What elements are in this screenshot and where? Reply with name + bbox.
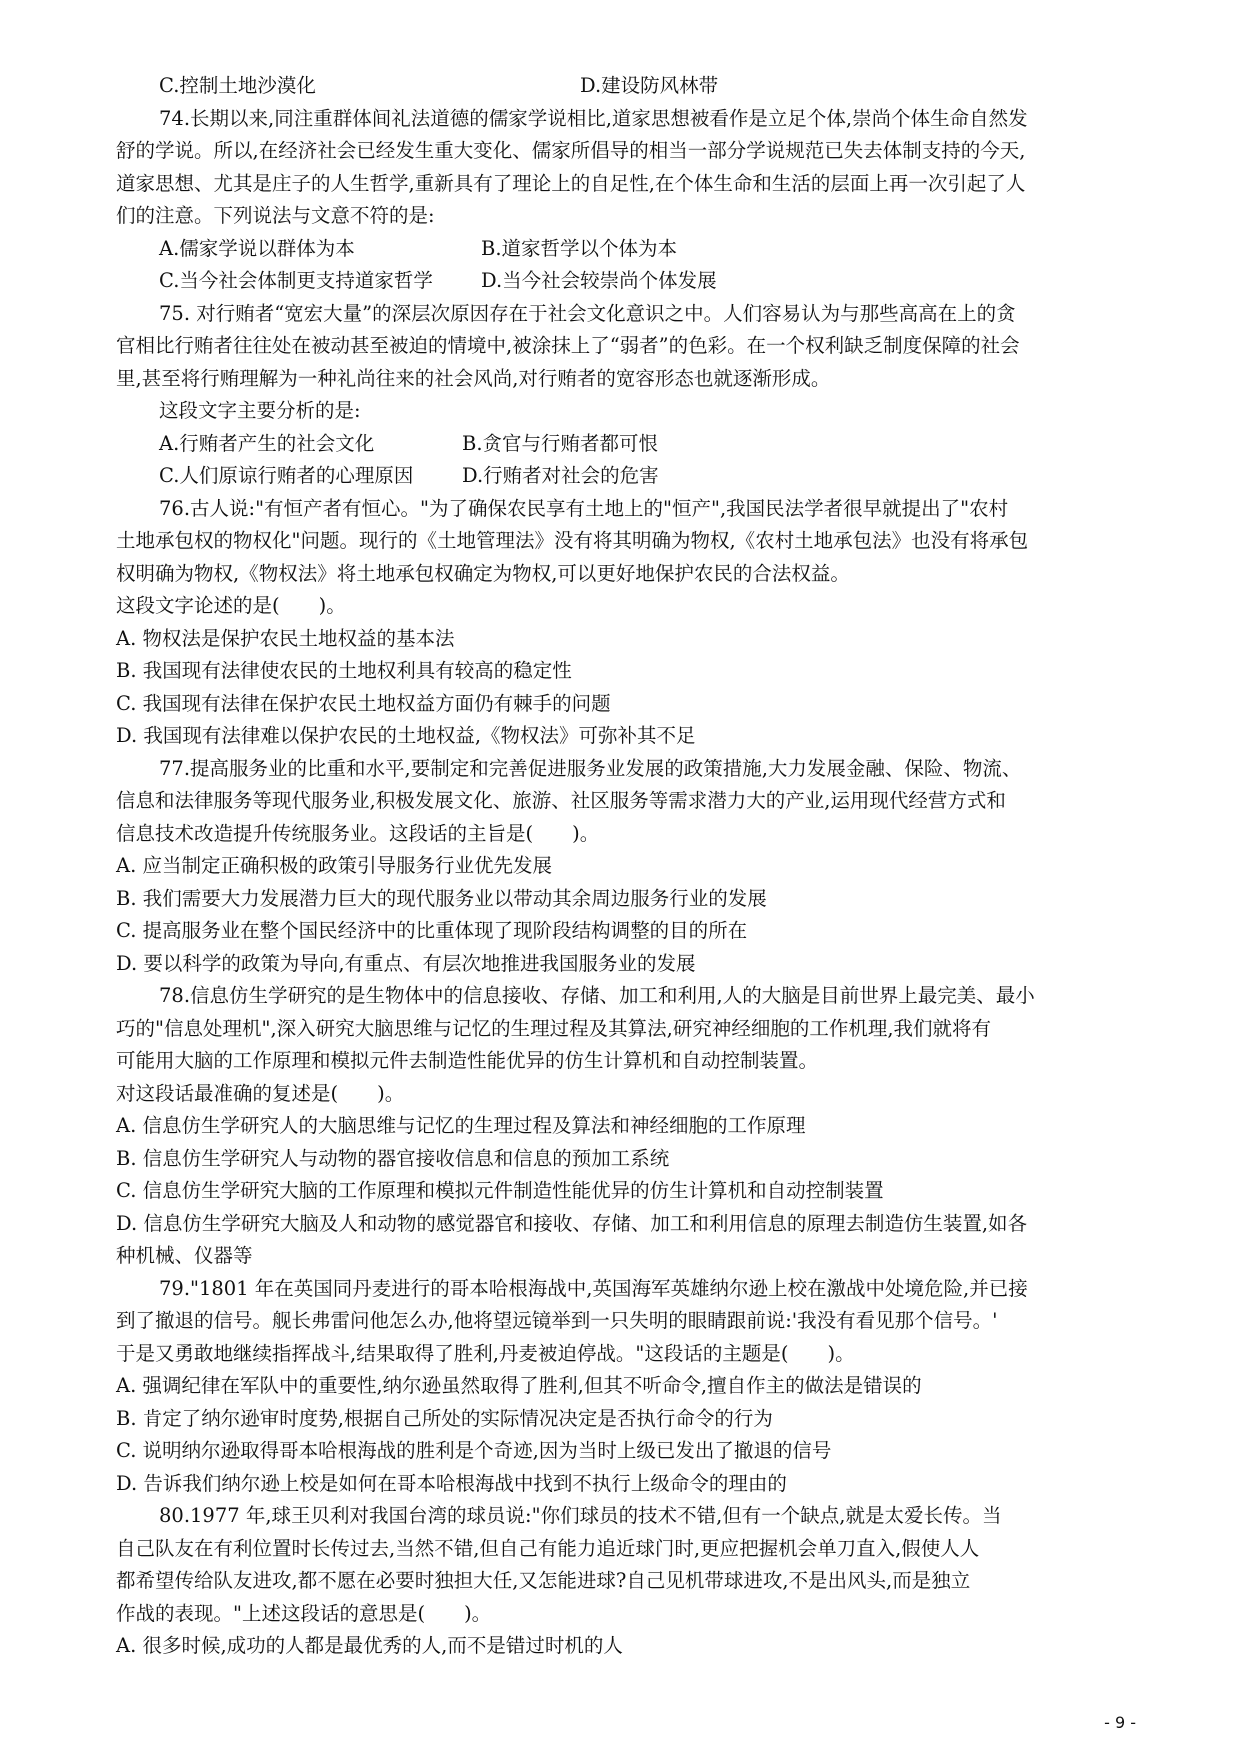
- q74-option-a: A.儒家学说以群体为本: [159, 236, 355, 260]
- q79-option-c: C. 说明纳尔逊取得哥本哈根海战的胜利是个奇迹,因为当时上级已发出了撤退的信号: [116, 1439, 832, 1462]
- q77-option-b: B. 我们需要大力发展潜力巨大的现代服务业以带动其余周边服务行业的发展: [116, 886, 767, 910]
- q75-options-row-1: [116, 428, 1146, 461]
- q77-text-line: 信息和法律服务等现代服务业,积极发展文化、旅游、社区服务等需求潜力大的产业,运用现代经营方式和: [116, 789, 1006, 812]
- q78-text-line: 78.信息仿生学研究的是生物体中的信息接收、存储、加工和利用,人的大脑是目前世界上最完美、最小: [159, 984, 1035, 1007]
- question-78: [116, 980, 1146, 1273]
- question-79: [116, 1273, 1146, 1501]
- q75-text-line: 里,甚至将行贿理解为一种礼尚往来的社会风尚,对行贿者的宽容形态也就逐渐形成。: [116, 366, 831, 390]
- q74-text-line: 74.长期以来,同注重群体间礼法道德的儒家学说相比,道家思想被看作是立足个体,崇尚个体生命自然发: [159, 106, 1028, 130]
- q79-option-a: A. 强调纪律在军队中的重要性,纳尔逊虽然取得了胜利,但其不听命令,擅自作主的做法是错误的: [116, 1374, 922, 1397]
- q79-text-line: 79."1801 年在英国同丹麦进行的哥本哈根海战中,英国海军英雄纳尔逊上校在激战中处境危险,并已接: [159, 1276, 1028, 1300]
- q74-options-row-1: [116, 233, 1146, 266]
- q80-text-line: 自己队友在有利位置时长传过去,当然不错,但自己有能力追近球门时,更应把握机会单刀直入,假使人人: [116, 1536, 980, 1560]
- question-75: [116, 298, 1146, 493]
- q75-option-d: D.行贿者对社会的危害: [462, 464, 659, 487]
- q75-text-line: 官相比行贿者往往处在被动甚至被迫的情境中,被涂抹上了“弱者”的色彩。在一个权利缺乏制度保障的社会: [116, 334, 1020, 357]
- q75-option-a: A.行贿者产生的社会文化: [159, 431, 375, 455]
- q74-text-line: 道家思想、尤其是庄子的人生哲学,重新具有了理论上的自足性,在个体生命和生活的层面上再一次引起了人: [116, 171, 1026, 195]
- q79-option-b: B. 肯定了纳尔逊审时度势,根据自己所处的实际情况决定是否执行命令的行为: [116, 1406, 773, 1430]
- document-body: [116, 70, 1146, 1663]
- question-74: [116, 103, 1146, 298]
- q75-option-c: C.人们原谅行贿者的心理原因: [159, 464, 414, 487]
- q79-option-d: D. 告诉我们纳尔逊上校是如何在哥本哈根海战中找到不执行上级命令的理由的: [116, 1471, 787, 1495]
- q78-option-d: D. 信息仿生学研究大脑及人和动物的感觉器官和接收、存储、加工和利用信息的原理去制造仿生装置,如各: [116, 1211, 1028, 1235]
- q80-text-line: 作战的表现。"上述这段话的意思是( )。: [116, 1601, 492, 1625]
- q76-text-line: 权明确为物权,《物权法》将土地承包权确定为物权,可以更好地保护农民的合法权益。: [116, 561, 850, 585]
- page-number: - 9 -: [1104, 1713, 1136, 1732]
- q76-text-line: 土地承包权的物权化"问题。现行的《土地管理法》没有将其明确为物权,《农村土地承包法》也没有将承包: [116, 529, 1029, 552]
- q80-option-a: A. 很多时候,成功的人都是最优秀的人,而不是错过时机的人: [116, 1634, 623, 1657]
- q78-text-line: 巧的"信息处理机",深入研究大脑思维与记忆的生理过程及其算法,研究神经细胞的工作机理,我们就将有: [116, 1016, 992, 1040]
- q77-option-a: A. 应当制定正确积极的政策引导服务行业优先发展: [116, 854, 552, 877]
- q78-option-d-continued: 种机械、仪器等: [116, 1244, 253, 1267]
- q77-option-c: C. 提高服务业在整个国民经济中的比重体现了现阶段结构调整的目的所在: [116, 919, 748, 942]
- q80-text-line: 80.1977 年,球王贝利对我国台湾的球员说:"你们球员的技术不错,但有一个缺点,就是太爱长传。当: [159, 1504, 1002, 1527]
- q75-text-line: 75. 对行贿者“宽宏大量”的深层次原因存在于社会文化意识之中。人们容易认为与那些高高在上的贪: [159, 301, 1016, 325]
- q76-option-a: A. 物权法是保护农民土地权益的基本法: [116, 626, 455, 650]
- q76-question: 这段文字论述的是( )。: [116, 594, 346, 617]
- q74-text-line: 们的注意。下列说法与文意不符的是:: [116, 204, 435, 227]
- q73-options-row: [116, 70, 1146, 103]
- q76-text-line: 76.古人说:"有恒产者有恒心。"为了确保农民享有土地上的"恒产",我国民法学者很早就提出了"农村: [159, 496, 1009, 520]
- q76-option-d: D. 我国现有法律难以保护农民的土地权益,《物权法》可弥补其不足: [116, 724, 696, 747]
- question-76: [116, 493, 1146, 753]
- q75-options-row-2: [116, 460, 1146, 493]
- q77-text-line: 信息技术改造提升传统服务业。这段话的主旨是( )。: [116, 821, 600, 845]
- q74-option-d: D.当今社会较崇尚个体发展: [481, 269, 717, 292]
- q79-text-line: 于是又勇敢地继续指挥战斗,结果取得了胜利,丹麦被迫停战。"这段话的主题是( )。: [116, 1341, 855, 1365]
- q76-option-c: C. 我国现有法律在保护农民土地权益方面仍有棘手的问题: [116, 691, 611, 715]
- q74-options-row-2: [116, 265, 1146, 298]
- q74-option-b: B.道家哲学以个体为本: [481, 236, 678, 260]
- q78-option-b: B. 信息仿生学研究人与动物的器官接收信息和信息的预加工系统: [116, 1146, 670, 1170]
- q76-option-b: B. 我国现有法律使农民的土地权利具有较高的稳定性: [116, 659, 572, 682]
- q75-question: 这段文字主要分析的是:: [159, 399, 361, 422]
- q78-question: 对这段话最准确的复述是( )。: [116, 1081, 405, 1105]
- q74-text-line: 舒的学说。所以,在经济社会已经发生重大变化、儒家所倡导的相当一部分学说规范已失去体制支持的今天,: [116, 139, 1026, 162]
- q79-text-line: 到了撤退的信号。舰长弗雷问他怎么办,他将望远镜举到一只失明的眼睛跟前说:'我没有看见那个信号。': [116, 1309, 998, 1332]
- q78-option-c: C. 信息仿生学研究大脑的工作原理和模拟元件制造性能优异的仿生计算机和自动控制装置: [116, 1179, 884, 1202]
- q77-option-d: D. 要以科学的政策为导向,有重点、有层次地推进我国服务业的发展: [116, 951, 696, 975]
- q74-option-c: C.当今社会体制更支持道家哲学: [159, 269, 433, 292]
- q78-text-line: 可能用大脑的工作原理和模拟元件去制造性能优异的仿生计算机和自动控制装置。: [116, 1049, 819, 1072]
- q75-option-b: B.贪官与行贿者都可恨: [462, 431, 659, 455]
- q73-option-c: C.控制土地沙漠化: [159, 74, 316, 97]
- q78-option-a: A. 信息仿生学研究人的大脑思维与记忆的生理过程及算法和神经细胞的工作原理: [116, 1114, 806, 1137]
- question-77: [116, 753, 1146, 981]
- q73-option-d: D.建设防风林带: [580, 74, 719, 97]
- question-80: [116, 1500, 1146, 1663]
- q80-text-line: 都希望传给队友进攻,都不愿在必要时独担大任,又怎能进球?自己见机带球进攻,不是出风头,而是独立: [116, 1569, 971, 1592]
- q77-text-line: 77.提高服务业的比重和水平,要制定和完善促进服务业发展的政策措施,大力发展金融、保险、物流、: [159, 756, 1022, 780]
